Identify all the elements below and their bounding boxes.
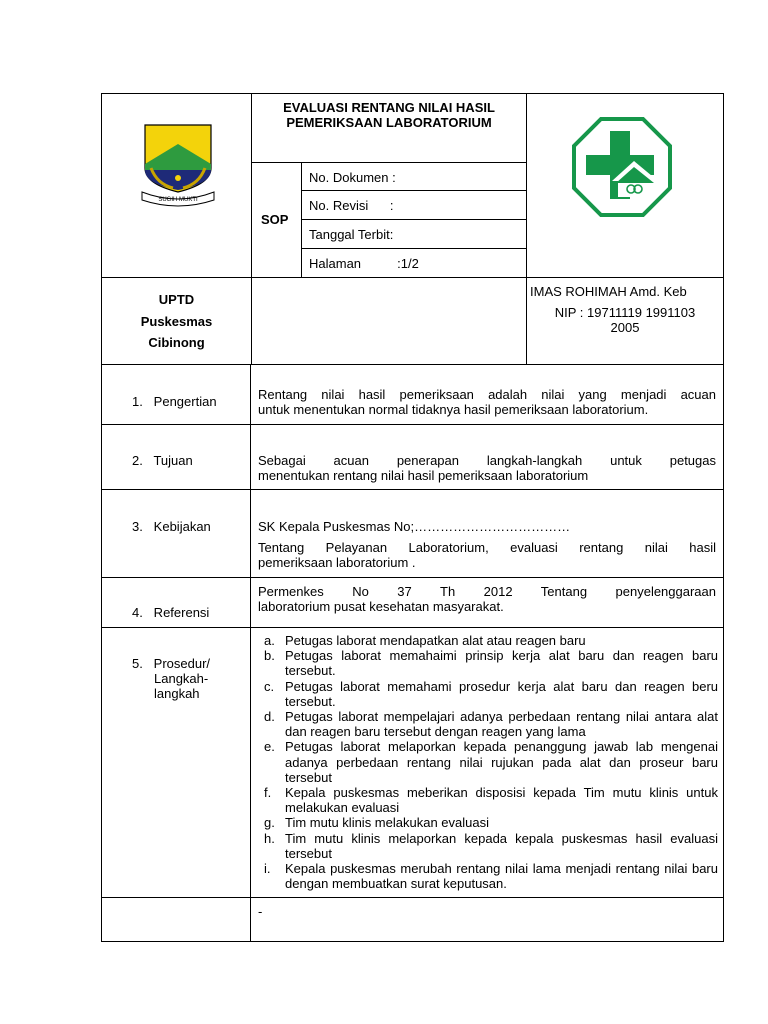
section-kebijakan-label: 3. Kebijakan bbox=[132, 519, 211, 534]
unit-name-line2: Puskesmas bbox=[140, 314, 213, 329]
field-tanggal-terbit: Tanggal Terbit: bbox=[309, 227, 394, 242]
section-referensi-label: 4. Referensi bbox=[132, 605, 210, 620]
section-referensi-line1: Permenkes No 37 Th 2012 Tentang penyelenggaraan bbox=[258, 584, 716, 599]
step-marker: g. bbox=[264, 815, 275, 831]
procedure-step bbox=[258, 648, 718, 678]
section-kebijakan-line1: SK Kepala Puskesmas No;……………………………… bbox=[258, 519, 571, 534]
last-row-value: - bbox=[258, 904, 263, 919]
document-title-line1: EVALUASI RENTANG NILAI HASIL bbox=[283, 100, 495, 115]
procedure-step bbox=[258, 785, 718, 815]
procedure-step bbox=[258, 861, 718, 891]
procedure-steps bbox=[258, 633, 718, 891]
step-text: Petugas laborat memahaimi prinsip kerja alat baru dan reagen baru tersebut. bbox=[285, 648, 718, 679]
procedure-step bbox=[258, 739, 718, 785]
unit-name-line1: UPTD bbox=[158, 292, 195, 307]
section-prosedur-label-line1: 5. Prosedur/ bbox=[132, 656, 211, 671]
step-marker: d. bbox=[264, 709, 275, 725]
step-text: Tim mutu klinis melaporkan kepada kepala puskesmas hasil evaluasi tersebut bbox=[285, 830, 718, 861]
section-kebijakan-line2: Tentang Pelayanan Laboratorium, evaluasi rentang nilai hasil bbox=[258, 540, 716, 555]
section-pengertian-line2: untuk menentukan normal tidaknya hasil pemeriksaan laboratorium. bbox=[258, 402, 649, 417]
step-marker: e. bbox=[264, 739, 275, 755]
procedure-step bbox=[258, 633, 718, 648]
step-marker: b. bbox=[264, 648, 275, 664]
signer-nip-line2: 2005 bbox=[610, 320, 640, 335]
procedure-step bbox=[258, 831, 718, 861]
puskesmas-logo bbox=[572, 117, 672, 217]
step-text: Petugas laborat melaporkan kepada penanggung jawab lab mengenai adanya perbedaan rentang nilai rujukan pada alat dan proseur baru tersebut bbox=[285, 739, 718, 785]
regency-emblem bbox=[139, 124, 217, 208]
procedure-step bbox=[258, 815, 718, 830]
section-kebijakan-line3: pemeriksaan laboratorium . bbox=[258, 555, 416, 570]
step-text: Petugas laborat memahami prosedur kerja alat baru dan reagen beru tersebut. bbox=[285, 678, 718, 709]
procedure-step bbox=[258, 709, 718, 739]
step-text: Kepala puskesmas merubah rentang nilai lama menjadi rentang nilai baru dengan membuatkan surat keputusan. bbox=[285, 861, 718, 892]
step-text: Petugas laborat mendapatkan alat atau reagen baru bbox=[285, 633, 586, 648]
step-marker: a. bbox=[264, 633, 275, 648]
section-prosedur-label-line2: Langkah- bbox=[154, 671, 209, 686]
unit-name-line3: Cibinong bbox=[148, 335, 205, 350]
step-marker: f. bbox=[264, 785, 272, 801]
step-marker: i. bbox=[264, 861, 271, 877]
step-text: Tim mutu klinis melakukan evaluasi bbox=[285, 815, 489, 831]
field-no-dokumen: No. Dokumen : bbox=[309, 170, 396, 185]
sop-label: SOP bbox=[261, 212, 289, 227]
field-no-revisi: No. Revisi : bbox=[309, 198, 394, 213]
step-text: Kepala puskesmas meberikan disposisi kepada Tim mutu klinis untuk melakukan evaluasi bbox=[285, 785, 718, 816]
step-text: Petugas laborat mempelajari adanya perbedaan rentang nilai antara alat dan reagen baru tersebut dengan reagen yang lama bbox=[285, 709, 718, 740]
section-tujuan-line2: menentukan rentang nilai hasil pemeriksaan laboratorium bbox=[258, 468, 589, 483]
procedure-step bbox=[258, 679, 718, 709]
section-pengertian-label: 1. Pengertian bbox=[132, 394, 217, 409]
field-halaman: Halaman :1/2 bbox=[309, 256, 419, 271]
section-tujuan-line1: Sebagai acuan penerapan langkah-langkah untuk petugas bbox=[258, 453, 716, 468]
document-title-line2: PEMERIKSAAN LABORATORIUM bbox=[286, 115, 492, 130]
step-marker: h. bbox=[264, 830, 275, 846]
section-referensi-line2: laboratorium pusat kesehatan masyarakat. bbox=[258, 599, 504, 614]
section-tujuan-label: 2. Tujuan bbox=[132, 453, 193, 468]
emblem-ribbon-text: SUGIH MUKTI bbox=[158, 197, 198, 203]
signer-name: IMAS ROHIMAH Amd. Keb bbox=[530, 284, 687, 299]
signer-nip-line1: NIP : 19711119 1991103 bbox=[554, 305, 696, 320]
step-marker: c. bbox=[264, 678, 275, 694]
section-prosedur-label-line3: langkah bbox=[154, 686, 200, 701]
section-pengertian-line1: Rentang nilai hasil pemeriksaan adalah nilai yang menjadi acuan bbox=[258, 387, 716, 402]
